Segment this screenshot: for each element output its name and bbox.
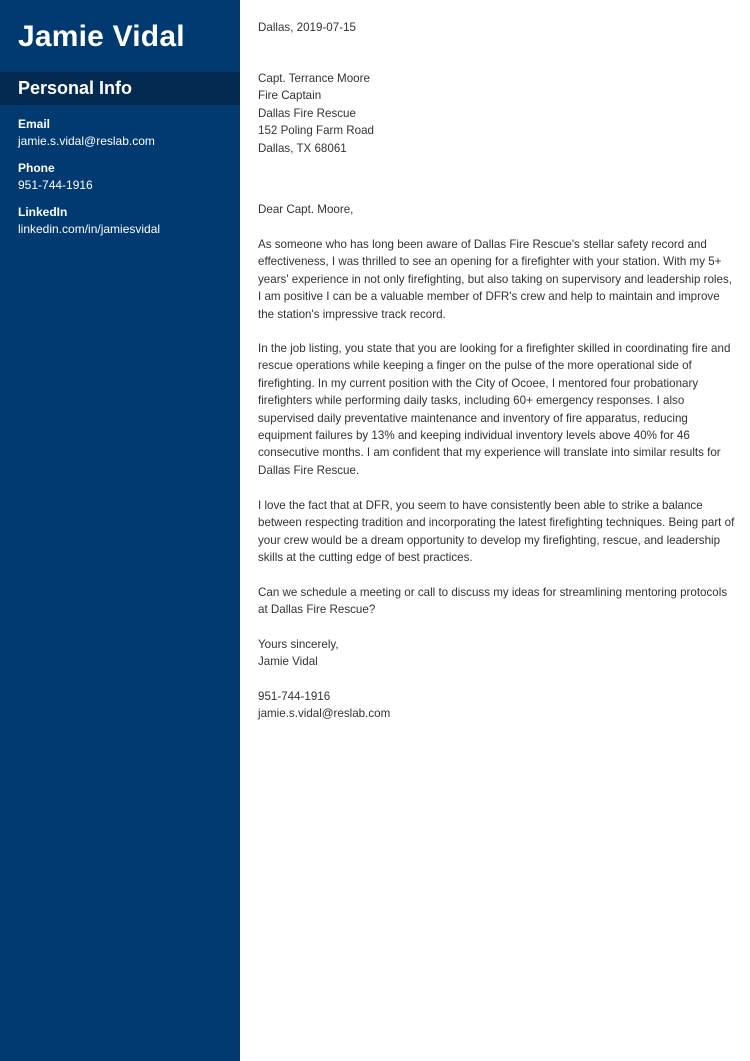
paragraph: Can we schedule a meeting or call to discuss my ideas for streamlining mentoring protocols at Dallas Fire Rescue?: [258, 586, 728, 617]
paragraph: In the job listing, you state that you are looking for a firefighter skilled in coordinating fire and rescue operations while keeping a finger on the pulse of the more operational side of firefighting. In my current position with the City of Ocoee, I mentored four probationary firefighters while performing daily tasks, including 60+ emergency responses. I also supervised daily preventative maintenance and inventory of fire apparatus, reducing equipment failures by 13% and keeping individual inventory levels above 40% for 46 consecutive months. I am confident that my experience will translate into similar results for Dallas Fire Rescue.: [258, 342, 731, 477]
applicant-name: Jamie Vidal: [18, 20, 185, 53]
personal-info-header: [0, 72, 240, 105]
recipient-address: [258, 70, 374, 157]
email-value[interactable]: jamie.s.vidal@reslab.com: [18, 134, 155, 148]
linkedin-label: LinkedIn: [18, 205, 68, 219]
phone-label: Phone: [18, 161, 55, 175]
signature-phone: 951-744-1916: [258, 690, 331, 703]
paragraph: I love the fact that at DFR, you seem to have consistently been able to strike a balance between respecting tradition and incorporating the latest firefighting techniques. Being part of your crew would be a dream opportunity to develop my firefighting, rescue, and leadership skills at the cutting edge of best practices.: [258, 499, 735, 565]
recipient-organization: Dallas Fire Rescue: [258, 106, 356, 120]
personal-info-title: Personal Info: [18, 78, 133, 98]
recipient-title: Fire Captain: [258, 89, 322, 103]
recipient-street: 152 Poling Farm Road: [258, 124, 374, 138]
letter-date: Dallas, 2019-07-15: [258, 21, 356, 34]
paragraph: As someone who has long been aware of Dallas Fire Rescue's stellar safety record and effectiveness, I was thrilled to see an opening for a firefighter with your station. With my 5+ years' experience in not only firefighting, but also taking on supervisory and leadership roles, I am positive I can be a valuable member of DFR's crew and help to maintain and improve the station's impressive track record.: [258, 238, 732, 321]
phone-value: 951-744-1916: [18, 178, 93, 192]
signature-contact: [258, 688, 736, 723]
email-label: Email: [18, 117, 51, 131]
closing: Yours sincerely,: [258, 638, 339, 651]
linkedin-value[interactable]: linkedin.com/in/jamiesvidal: [18, 222, 161, 236]
sidebar: [0, 0, 240, 1061]
signature-name: Jamie Vidal: [258, 655, 318, 669]
closing-block: [258, 636, 736, 671]
salutation: Dear Capt. Moore,: [258, 203, 354, 216]
recipient-city: Dallas, TX 68061: [258, 141, 347, 155]
signature-email[interactable]: jamie.s.vidal@reslab.com: [258, 707, 391, 721]
recipient-name: Capt. Terrance Moore: [258, 72, 370, 85]
